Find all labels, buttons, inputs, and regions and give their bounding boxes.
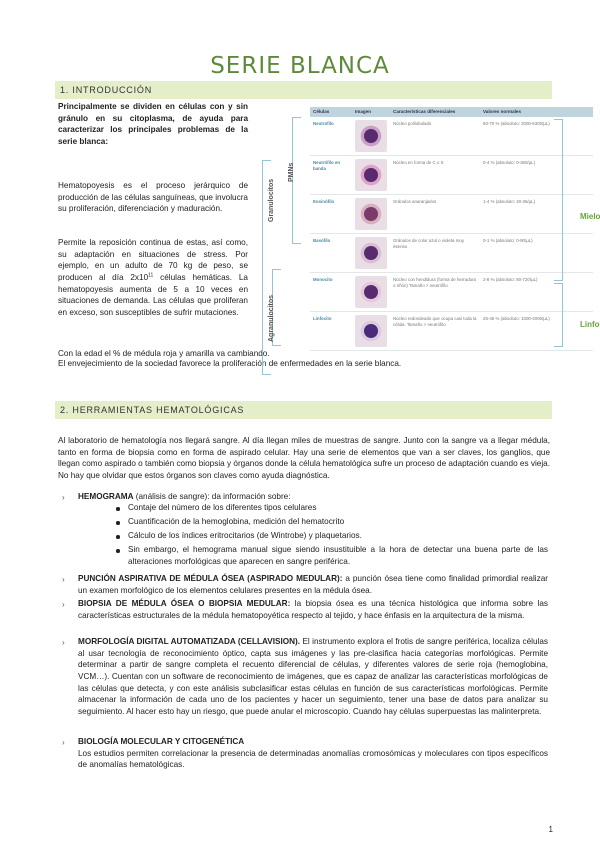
nucleus-shape: [364, 246, 378, 260]
cell-image: [352, 234, 390, 272]
intro-paragraph-2: Hematopoyesis es el proceso jerárquico de producción de las células sanguíneas, que involucra su proliferación, diferenciación y maduración.: [58, 181, 248, 214]
cell-type-name: Neutrófilo: [313, 121, 334, 126]
intro-text-1: Principalmente se dividen en células con y sin gránulo en su citoplasma, de ayuda para caracterizar los principales problemas de la serie blanca:: [58, 102, 248, 146]
nucleus-shape: [364, 285, 378, 299]
intro-paragraph-5: El envejecimiento de la sociedad favorece la proliferación de enfermedades en la serie blanca.: [58, 359, 402, 368]
bullet-dot-icon: [116, 507, 120, 511]
section-heading-introduccion: 1. INTRODUCCIÓN: [55, 81, 552, 99]
micrograph-image: [355, 198, 387, 230]
linfo-bracket: [554, 283, 563, 347]
page-title: SERIE BLANCA: [210, 53, 390, 79]
cell-features: Núcleo redondeado que ocupa casi toda la célula. Tamaño > neutrófilo: [393, 316, 477, 328]
hemo-subitem-4: Sin embargo, el hemograma manual sigue siendo insustituible a la hora de detectar una buena parte de las alteraciones morfológicas que aparecen en sangre periférica.: [128, 545, 548, 566]
hemograma-title: HEMOGRAMA: [78, 492, 134, 501]
hemo-subitem-3: Cálculo de los índices eritrocitarios (de Wintrobe) y plaquetarios.: [128, 531, 362, 540]
biologia-desc: Los estudios permiten correlacionar la presencia de determinadas anomalías cromosómicas y moleculares con tipos específicos de anomalías hematológicas.: [78, 748, 548, 770]
cell-type-name: Linfocito: [313, 316, 332, 321]
cell-normal-values: 0-1 % (absoluto: 0-90/µL): [483, 238, 533, 243]
morfologia-item: [78, 636, 548, 717]
puncion-title: PUNCIÓN ASPIRATIVA DE MÉDULA ÓSEA (ASPIRADO MEDULAR):: [78, 574, 343, 583]
tools-paragraph-1: Al laboratorio de hematología nos llegará sangre. Al día llegan miles de muestras de sangre. Junto con la sangre va a llegar médula, tanto en forma de biopsia como en forma de aspirado celular. Hay una serie de elementos que van a ser claves, los ganglios, que llegan como aspirado o también como biopsia y órganos donde la célula hematológica sufre un proceso de adaptación cuando es vieja. No hay que olvidar que estos órganos son claves como ayuda diagnóstica.: [58, 436, 550, 480]
cell-normal-values: 25-45 % (absoluto: 1000-4000/µL): [483, 316, 550, 321]
col-header-values: Valores normales: [483, 109, 522, 114]
cell-type-name: Eosinófilo: [313, 199, 335, 204]
cell-type-name: Monocito: [313, 277, 333, 282]
morfologia-title: MORFOLOGÍA DIGITAL AUTOMATIZADA (CELLAVISION).: [78, 637, 301, 646]
biologia-item: [78, 736, 548, 771]
intro-paragraph-1: [58, 101, 248, 148]
intro-paragraph-4: Con la edad el % de médula roja y amarilla va cambiando.: [58, 349, 270, 358]
nucleus-shape: [364, 129, 378, 143]
intro-text-3a: Permite la reposición continua de estas, así como, su adaptación en situaciones de stress. Por ejemplo, en un adulto de 70 kg de peso, se producen al día 2x10: [58, 238, 248, 282]
intro-paragraph-3: [58, 237, 248, 318]
nucleus-shape: [364, 324, 378, 338]
bullet-dot-icon: [116, 535, 120, 539]
table-row: [310, 234, 593, 273]
cell-image: [352, 312, 390, 350]
puncion-desc: a punción ósea tiene como finalidad primordial realizar un examen morfológico de los elementos celulares presentes en la médula ósea.: [78, 574, 548, 595]
mielo-label: Mielo: [580, 212, 600, 221]
col-header-image: Imagen: [355, 109, 372, 114]
nucleus-shape: [364, 168, 378, 182]
biopsia-title: BIOPSIA DE MÉDULA ÓSEA O BIOPSIA MEDULAR:: [78, 599, 291, 608]
cell-normal-values: 1-4 % (absoluto: 40-36/µL): [483, 199, 536, 204]
micrograph-image: [355, 276, 387, 308]
intro-text-3b: células hemáticas. La hematopoyesis aumenta de 5 a 10 veces en situaciones de demanda. Las células que proliferan en exceso, son susceptibles de sufrir mutaciones.: [58, 272, 248, 317]
linfo-label: Linfo: [580, 320, 600, 329]
cell-features: Gránulos de color azul o violeta muy intenso: [393, 238, 465, 250]
table-row: [310, 195, 593, 234]
hemograma-item: [78, 491, 548, 503]
micrograph-image: [355, 120, 387, 152]
leukocyte-table: [310, 107, 593, 347]
cell-type-name: Neutrófilo en banda: [313, 160, 341, 172]
exponent: 11: [148, 272, 154, 279]
leukocyte-figure: [262, 107, 600, 347]
section-heading-herramientas: 2. HERRAMIENTAS HEMATOLÓGICAS: [55, 401, 552, 419]
cell-normal-values: 2-8 % (absoluto: 80-720/µL): [483, 277, 538, 282]
biologia-title: BIOLOGÍA MOLECULAR Y CITOGENÉTICA: [78, 737, 245, 746]
granulocitos-label: Granulocitos: [268, 178, 275, 222]
cell-normal-values: 0-4 % (absoluto: 0-360/µL): [483, 160, 536, 165]
table-body: [310, 117, 593, 351]
table-row: [310, 273, 593, 312]
mielo-bracket: [554, 119, 563, 281]
arrow-bullet-icon: ›: [62, 638, 65, 647]
biopsia-desc: la biopsia ósea es una técnica histológica que informa sobre las características estructurales de la médula hematopoyética respecto al tejido, y hace énfasis en la arquitectura de la misma.: [78, 599, 548, 620]
micrograph-image: [355, 315, 387, 347]
page-number: 1: [548, 825, 553, 834]
cell-image: [352, 195, 390, 233]
cell-features: Núcleo con hendidura (forma de herradura o riñón) Tamaño > neutrófilo: [393, 277, 476, 289]
table-row: [310, 156, 593, 195]
biopsia-item: [78, 598, 548, 621]
nucleus-shape: [364, 207, 378, 221]
pmns-label: PMNs: [288, 162, 295, 182]
col-header-cells: Células: [313, 109, 330, 114]
micrograph-image: [355, 237, 387, 269]
cell-features: Núcleo polilobulado: [393, 121, 432, 126]
agranulocitos-label: Agranulocitos: [268, 294, 275, 342]
micrograph-image: [355, 159, 387, 191]
hemo-subitem-2: Cuantificación de la hemoglobina, medición del hematocrito: [128, 517, 345, 526]
table-row: [310, 312, 593, 351]
arrow-bullet-icon: ›: [62, 493, 65, 502]
cell-image: [352, 117, 390, 155]
arrow-bullet-icon: ›: [62, 738, 65, 747]
table-header: [310, 107, 593, 117]
cell-image: [352, 273, 390, 311]
cell-image: [352, 156, 390, 194]
cell-features: Núcleo en forma de C o S: [393, 160, 444, 165]
arrow-bullet-icon: ›: [62, 600, 65, 609]
bullet-dot-icon: [116, 549, 120, 553]
cell-features: Gránulos anaranjados: [393, 199, 437, 204]
puncion-item: [78, 573, 548, 596]
morfologia-desc: El instrumento explora el frotis de sangre periférica, localiza células al usar tecnología de reconocimiento óptico, capta sus imágenes y las pre-clasifica hacia categorías morfológicas. Permite determinar a partir de sangre completa el recuento diferencial de células, y diferentes valores de serie roja (hemoglobina, VCM…). Cuentan con un software de reconocimiento de imágenes, que es capaz de analizar las características morfológicas de las células que detecta, y con este análisis subclasificar estas células en función de sus características morfológicas. Permite almacenar la información de cada uno de los pacientes y hacer un seguimiento, tener una base de datos para analizar su seguimiento. Al hacer esto hay un riesgo, que puede anular el microscopio. Cuando hay células superpuestas las malinterpreta.: [78, 637, 548, 716]
col-header-features: Características diferenciales: [393, 109, 456, 114]
hemograma-desc: (análisis de sangre): da información sobre:: [133, 492, 291, 501]
cell-type-name: Basófilo: [313, 238, 331, 243]
arrow-bullet-icon: ›: [62, 575, 65, 584]
cell-normal-values: 50-70 % (absoluto: 2000-6300/µL): [483, 121, 550, 126]
bullet-dot-icon: [116, 521, 120, 525]
hemo-subitem-1: Contaje del número de los diferentes tipos celulares: [128, 503, 317, 512]
table-row: [310, 117, 593, 156]
